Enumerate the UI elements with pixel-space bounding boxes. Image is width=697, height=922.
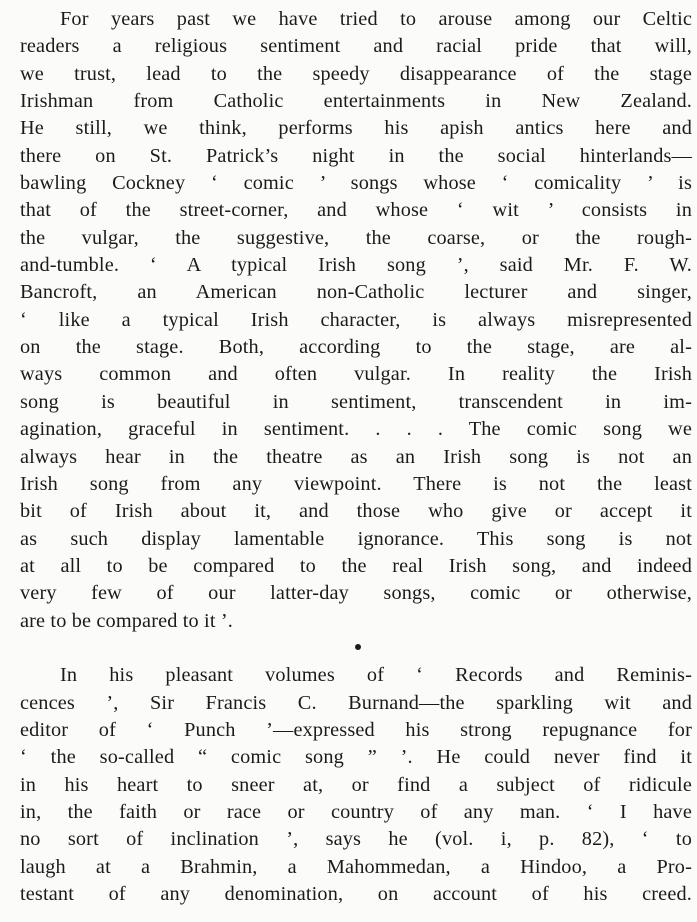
text-line: in, the faith or race or country of any man. ‘ I have: [20, 800, 692, 823]
text-line: He still, we think, performs his apish antics here and: [20, 117, 692, 140]
text-line: there on St. Patrick’s night in the social hinterlands—: [20, 144, 692, 167]
text-line: testant of any denomination, on account of his creed.: [20, 883, 692, 905]
text-line: at all to be compared to the real Irish song, and indeed: [20, 554, 692, 577]
text-line: in his heart to sneer at, or find a subject of ridicule: [20, 773, 692, 796]
text-line: Bancroft, an American non-Catholic lecturer and singer,: [20, 281, 692, 304]
paragraph-burnand: [20, 662, 692, 908]
text-line: on the stage. Both, according to the stage, are al-: [20, 336, 692, 359]
paragraph-stage-irishman: [20, 6, 692, 635]
text-line: bit of Irish about it, and those who give or accept it: [20, 500, 692, 523]
text-line: agination, graceful in sentiment. . . . The comic song we: [20, 418, 692, 441]
text-line: editor of ‘ Punch ’—expressed his strong repugnance for: [20, 718, 692, 741]
text-line: readers a religious sentiment and racial pride that will,: [20, 35, 692, 58]
text-line: we trust, lead to the speedy disappearance of the stage: [20, 62, 692, 85]
text-line: laugh at a Brahmin, a Mahommedan, a Hindoo, a Pro-: [20, 855, 692, 878]
text-line: song is beautiful in sentiment, transcendent in im-: [20, 390, 692, 413]
text-line: that of the street-corner, and whose ‘ wit ’ consists in: [20, 199, 692, 222]
text-line: Irishman from Catholic entertainments in New Zealand.: [20, 90, 692, 113]
text-line: are to be compared to it ’.: [20, 609, 233, 632]
text-line: as such display lamentable ignorance. This song is not: [20, 527, 692, 550]
section-separator: [20, 635, 692, 662]
text-line: Irish song from any viewpoint. There is not the least: [20, 472, 692, 495]
text-line: ‘ like a typical Irish character, is always misrepresented: [20, 308, 692, 331]
text-line: no sort of inclination ’, says he (vol. i, p. 82), ‘ to: [20, 828, 692, 851]
text-line: very few of our latter-day songs, comic or otherwise,: [20, 582, 692, 605]
text-line: For years past we have tried to arouse among our Celtic: [60, 8, 692, 30]
separator-dot: [355, 644, 361, 650]
text-line: the vulgar, the suggestive, the coarse, or the rough-: [20, 226, 692, 249]
text-line: always hear in the theatre as an Irish song is not an: [20, 445, 692, 468]
text-line: cences ’, Sir Francis C. Burnand—the sparkling wit and: [20, 691, 692, 714]
article-text: [20, 6, 692, 908]
text-line: bawling Cockney ‘ comic ’ songs whose ‘ comicality ’ is: [20, 172, 692, 195]
text-line: In his pleasant volumes of ‘ Records and Reminis-: [60, 664, 692, 687]
text-line: and-tumble. ‘ A typical Irish song ’, said Mr. F. W.: [20, 254, 692, 277]
text-line: ‘ the so-called “ comic song ” ’. He could never find it: [20, 746, 692, 769]
text-line: ways common and often vulgar. In reality the Irish: [20, 363, 692, 386]
